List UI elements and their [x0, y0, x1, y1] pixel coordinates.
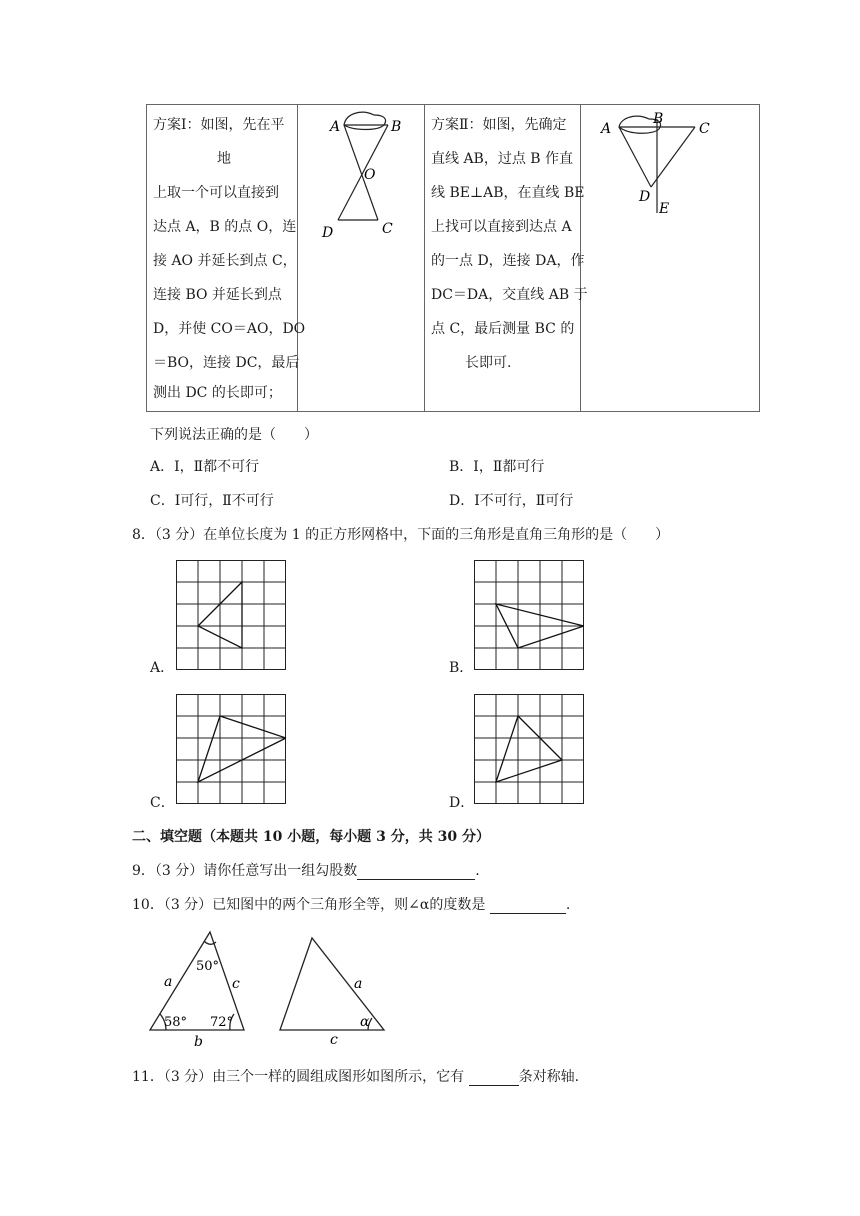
label-C: C	[382, 221, 393, 237]
plan2-text-cell	[425, 105, 588, 412]
q11-answer-blank[interactable]	[469, 1069, 519, 1086]
q10	[132, 894, 570, 914]
q7-prompt: 下列说法正确的是（ ）	[150, 427, 318, 443]
label-A: A	[330, 119, 341, 135]
q10-end: .	[565, 897, 571, 913]
grid-c	[176, 694, 286, 804]
plan1-line: 达点 A，B 的点 O，连	[153, 219, 297, 235]
plan1-line: 地	[217, 151, 231, 167]
plan2-line: 上找可以直接到达点 A	[431, 219, 572, 235]
q10-text: 10．（3 分）已知图中的两个三角形全等，则∠α的度数是	[132, 897, 486, 913]
plan2-line: DC＝DA，交直线 AB 于	[431, 287, 588, 303]
side-c-label: c	[232, 976, 240, 992]
side-a-label: a	[164, 974, 173, 990]
q11-end: 条对称轴.	[518, 1069, 580, 1085]
plan2-figure	[581, 105, 759, 411]
q10-answer-blank[interactable]	[490, 897, 566, 914]
alpha-label: α	[360, 1014, 370, 1030]
label-B: B	[653, 111, 664, 127]
q8-label-c: C．	[150, 795, 175, 811]
label-E: E	[659, 201, 670, 217]
side-a2-label: a	[354, 976, 363, 992]
plan1-figure-cell	[298, 105, 425, 412]
q7-option-b: B．Ⅰ，Ⅱ都可行	[449, 459, 545, 475]
label-D: D	[322, 225, 334, 241]
plan2-line: 的一点 D，连接 DA，作	[431, 253, 585, 269]
plan1-line: ＝BO，连接 DC，最后	[153, 355, 300, 371]
label-B: B	[391, 119, 402, 135]
q11	[132, 1066, 579, 1086]
side-c2-label: c	[330, 1032, 338, 1048]
q10-figure	[140, 926, 400, 1050]
q11-text: 11．（3 分）由三个一样的圆组成图形如图所示，它有	[132, 1069, 465, 1085]
q9-end: .	[475, 863, 480, 879]
triangle-d	[496, 716, 562, 782]
angle-58-label: 58°	[164, 1015, 188, 1030]
plan2-line: 方案Ⅱ：如图，先确定	[431, 117, 567, 133]
q9-answer-blank[interactable]	[357, 863, 475, 880]
label-O: O	[364, 167, 376, 183]
grid-a	[176, 560, 286, 670]
q9	[132, 860, 480, 880]
plan1-line: 连接 BO 并延长到点	[153, 287, 282, 303]
q8-label-a: A．	[150, 660, 175, 676]
section-title: 二、填空题（本题共 10 小题，每小题 3 分，共 30 分）	[132, 829, 490, 845]
angle-50-label: 50°	[196, 959, 220, 974]
q8-text: 8．（3 分）在单位长度为 1 的正方形网格中，下面的三角形是直角三角形的是（ ）	[132, 527, 670, 543]
plan2-figure-cell	[581, 105, 760, 412]
label-C: C	[699, 121, 710, 137]
plan2-line: 直线 AB，过点 B 作直	[431, 151, 574, 167]
angle-mark-top	[204, 941, 216, 944]
plan2-line: 点 C，最后测量 BC 的	[431, 321, 575, 337]
q7-option-c: C．Ⅰ可行，Ⅱ不可行	[150, 493, 274, 509]
q9-text: 9．（3 分）请你任意写出一组勾股数	[132, 863, 358, 879]
plan1-line: D，并使 CO＝AO，DO	[153, 321, 306, 337]
q7-option-a: A．Ⅰ，Ⅱ都不可行	[150, 459, 260, 475]
side-b-label: b	[194, 1034, 203, 1050]
plans-table	[146, 104, 760, 412]
grid-d	[474, 694, 584, 804]
q8-label-b: B．	[449, 660, 474, 676]
label-A: A	[601, 121, 612, 137]
plan2-line: 长即可.	[465, 355, 512, 371]
plan2-line: 线 BE⊥AB，在直线 BE	[431, 185, 585, 201]
angle-72-label: 72°	[210, 1015, 234, 1030]
q7-option-d: D．Ⅰ不可行，Ⅱ可行	[449, 493, 574, 509]
plan1-line: 上取一个可以直接到	[153, 185, 279, 201]
plan1-line: 接 AO 并延长到点 C，	[153, 253, 297, 269]
plan1-figure	[298, 105, 424, 411]
label-D: D	[639, 189, 651, 205]
q8-label-d: D．	[449, 795, 475, 811]
plan1-line: 方案Ⅰ：如图，先在平	[153, 117, 285, 133]
plan1-text-cell	[147, 105, 306, 412]
grid-b	[474, 560, 584, 670]
plan1-line: 测出 DC 的长即可；	[153, 385, 282, 401]
